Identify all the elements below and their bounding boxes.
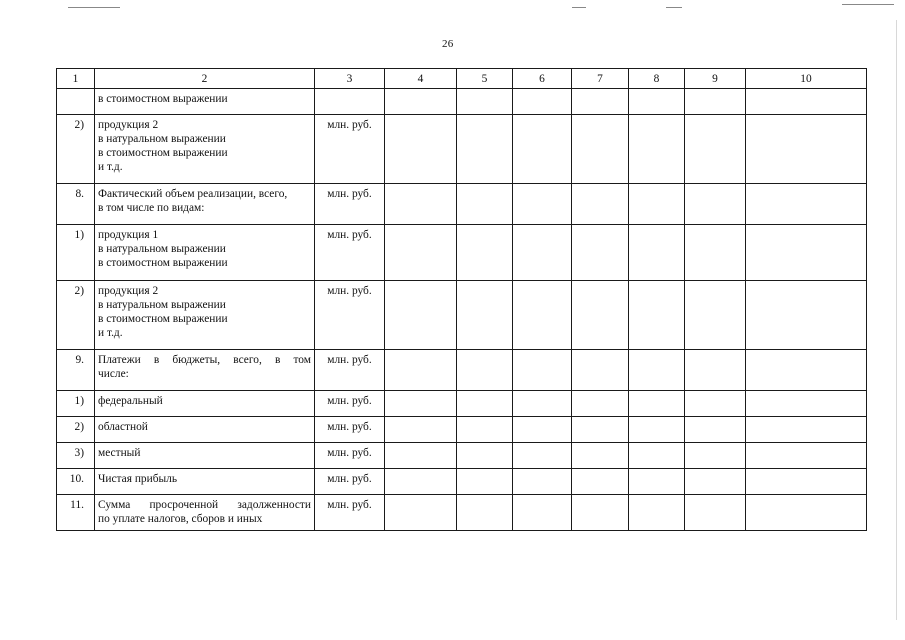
value-cell — [685, 391, 746, 417]
indicator-name-cell — [95, 281, 315, 350]
indicator-name-line: Платежи в бюджеты, всего, в том — [98, 354, 311, 366]
row-number-cell: 9. — [57, 350, 95, 391]
indicator-name-line: Чистая прибыль — [98, 473, 178, 485]
value-cell — [629, 391, 685, 417]
indicator-name-line: в натуральном выражении — [98, 133, 226, 145]
indicator-name-cell — [95, 350, 315, 391]
value-cell — [513, 89, 572, 115]
value-cell — [746, 417, 867, 443]
column-header: 10 — [746, 69, 867, 89]
value-cell — [385, 89, 457, 115]
row-number-cell: 10. — [57, 469, 95, 495]
value-cell — [685, 184, 746, 225]
unit-cell: млн. руб. — [315, 391, 385, 417]
value-cell — [685, 443, 746, 469]
row-number-cell: 8. — [57, 184, 95, 225]
indicator-name-cell — [95, 443, 315, 469]
indicator-name-line: продукция 2 — [98, 285, 159, 297]
value-cell — [629, 495, 685, 531]
value-cell — [685, 469, 746, 495]
scan-artifact-line — [666, 7, 682, 8]
value-cell — [457, 184, 513, 225]
row-number-cell: 1) — [57, 225, 95, 281]
column-header: 7 — [572, 69, 629, 89]
table-row — [57, 115, 867, 184]
value-cell — [457, 89, 513, 115]
value-cell — [572, 225, 629, 281]
value-cell — [513, 350, 572, 391]
indicator-name-line: в стоимостном выражении — [98, 93, 228, 105]
value-cell — [513, 184, 572, 225]
table-header-row — [57, 69, 867, 89]
value-cell — [572, 184, 629, 225]
indicator-name-line: в натуральном выражении — [98, 243, 226, 255]
table-row — [57, 495, 867, 531]
indicator-name-line: в натуральном выражении — [98, 299, 226, 311]
value-cell — [746, 89, 867, 115]
indicator-name-line: и т.д. — [98, 161, 123, 173]
indicator-name-line: в стоимостном выражении — [98, 147, 228, 159]
indicator-name-line: в том числе по видам: — [98, 202, 205, 214]
value-cell — [513, 417, 572, 443]
value-cell — [629, 469, 685, 495]
value-cell — [572, 443, 629, 469]
scan-artifact-line — [68, 7, 120, 8]
value-cell — [385, 350, 457, 391]
column-header: 6 — [513, 69, 572, 89]
value-cell — [572, 495, 629, 531]
unit-cell: млн. руб. — [315, 469, 385, 495]
indicator-name-line: продукция 1 — [98, 229, 159, 241]
value-cell — [572, 469, 629, 495]
table-row — [57, 89, 867, 115]
value-cell — [572, 350, 629, 391]
column-header: 2 — [95, 69, 315, 89]
value-cell — [685, 350, 746, 391]
indicator-name-cell — [95, 391, 315, 417]
indicator-name-line: в стоимостном выражении — [98, 257, 228, 269]
row-number-cell: 2) — [57, 115, 95, 184]
value-cell — [385, 469, 457, 495]
row-number-cell: 2) — [57, 281, 95, 350]
value-cell — [385, 225, 457, 281]
value-cell — [457, 443, 513, 469]
row-number-cell: 2) — [57, 417, 95, 443]
column-header: 5 — [457, 69, 513, 89]
value-cell — [513, 443, 572, 469]
indicator-name-cell — [95, 89, 315, 115]
indicator-name-line: Сумма просроченной задолженности — [98, 499, 311, 511]
value-cell — [513, 495, 572, 531]
indicator-name-cell — [95, 115, 315, 184]
value-cell — [629, 225, 685, 281]
indicator-name-cell — [95, 469, 315, 495]
page-number: 26 — [442, 38, 454, 50]
column-header: 9 — [685, 69, 746, 89]
value-cell — [457, 417, 513, 443]
value-cell — [746, 443, 867, 469]
value-cell — [457, 115, 513, 184]
value-cell — [457, 495, 513, 531]
indicator-name-cell — [95, 495, 315, 531]
value-cell — [385, 443, 457, 469]
value-cell — [685, 115, 746, 184]
value-cell — [572, 417, 629, 443]
column-header: 4 — [385, 69, 457, 89]
value-cell — [385, 391, 457, 417]
column-header: 1 — [57, 69, 95, 89]
value-cell — [457, 350, 513, 391]
unit-cell: млн. руб. — [315, 495, 385, 531]
value-cell — [746, 495, 867, 531]
scan-artifact-line — [572, 7, 586, 8]
unit-cell: млн. руб. — [315, 225, 385, 281]
value-cell — [572, 115, 629, 184]
table-row — [57, 443, 867, 469]
value-cell — [629, 281, 685, 350]
unit-cell: млн. руб. — [315, 443, 385, 469]
unit-cell — [315, 89, 385, 115]
value-cell — [457, 391, 513, 417]
value-cell — [513, 225, 572, 281]
column-header: 3 — [315, 69, 385, 89]
indicator-name-line: Фактический объем реализации, всего, — [98, 188, 288, 200]
indicator-name-cell — [95, 184, 315, 225]
value-cell — [629, 350, 685, 391]
unit-cell: млн. руб. — [315, 417, 385, 443]
value-cell — [629, 115, 685, 184]
row-number-cell: 11. — [57, 495, 95, 531]
table-row — [57, 184, 867, 225]
value-cell — [746, 350, 867, 391]
value-cell — [629, 89, 685, 115]
row-number-cell: 3) — [57, 443, 95, 469]
indicator-name-line: в стоимостном выражении — [98, 313, 228, 325]
value-cell — [629, 417, 685, 443]
unit-cell: млн. руб. — [315, 281, 385, 350]
unit-cell: млн. руб. — [315, 184, 385, 225]
indicator-name-line: федеральный — [98, 395, 163, 407]
value-cell — [513, 391, 572, 417]
value-cell — [457, 469, 513, 495]
value-cell — [746, 391, 867, 417]
value-cell — [629, 443, 685, 469]
indicator-name-line: продукция 2 — [98, 119, 159, 131]
table-row — [57, 417, 867, 443]
indicator-name-line: и т.д. — [98, 327, 123, 339]
value-cell — [685, 281, 746, 350]
table-row — [57, 281, 867, 350]
unit-cell: млн. руб. — [315, 115, 385, 184]
value-cell — [746, 225, 867, 281]
table-row — [57, 391, 867, 417]
value-cell — [457, 281, 513, 350]
column-header: 8 — [629, 69, 685, 89]
value-cell — [746, 115, 867, 184]
scan-page-edge — [896, 20, 897, 620]
value-cell — [746, 469, 867, 495]
value-cell — [385, 495, 457, 531]
value-cell — [572, 281, 629, 350]
indicator-name-line: числе: — [98, 368, 129, 380]
table-row — [57, 350, 867, 391]
indicator-name-line: по уплате налогов, сборов и иных — [98, 513, 263, 525]
value-cell — [572, 391, 629, 417]
indicator-name-cell — [95, 225, 315, 281]
value-cell — [385, 281, 457, 350]
value-cell — [746, 184, 867, 225]
value-cell — [685, 225, 746, 281]
indicator-name-cell — [95, 417, 315, 443]
value-cell — [746, 281, 867, 350]
value-cell — [572, 89, 629, 115]
indicator-name-line: областной — [98, 421, 148, 433]
value-cell — [685, 89, 746, 115]
unit-cell: млн. руб. — [315, 350, 385, 391]
indicator-name-line: местный — [98, 447, 141, 459]
value-cell — [685, 495, 746, 531]
value-cell — [513, 469, 572, 495]
value-cell — [685, 417, 746, 443]
value-cell — [385, 417, 457, 443]
value-cell — [629, 184, 685, 225]
table-row — [57, 225, 867, 281]
scan-artifact-line — [842, 4, 894, 5]
report-table — [56, 68, 867, 531]
value-cell — [385, 184, 457, 225]
value-cell — [457, 225, 513, 281]
value-cell — [513, 281, 572, 350]
value-cell — [513, 115, 572, 184]
row-number-cell — [57, 89, 95, 115]
value-cell — [385, 115, 457, 184]
row-number-cell: 1) — [57, 391, 95, 417]
table-row — [57, 469, 867, 495]
